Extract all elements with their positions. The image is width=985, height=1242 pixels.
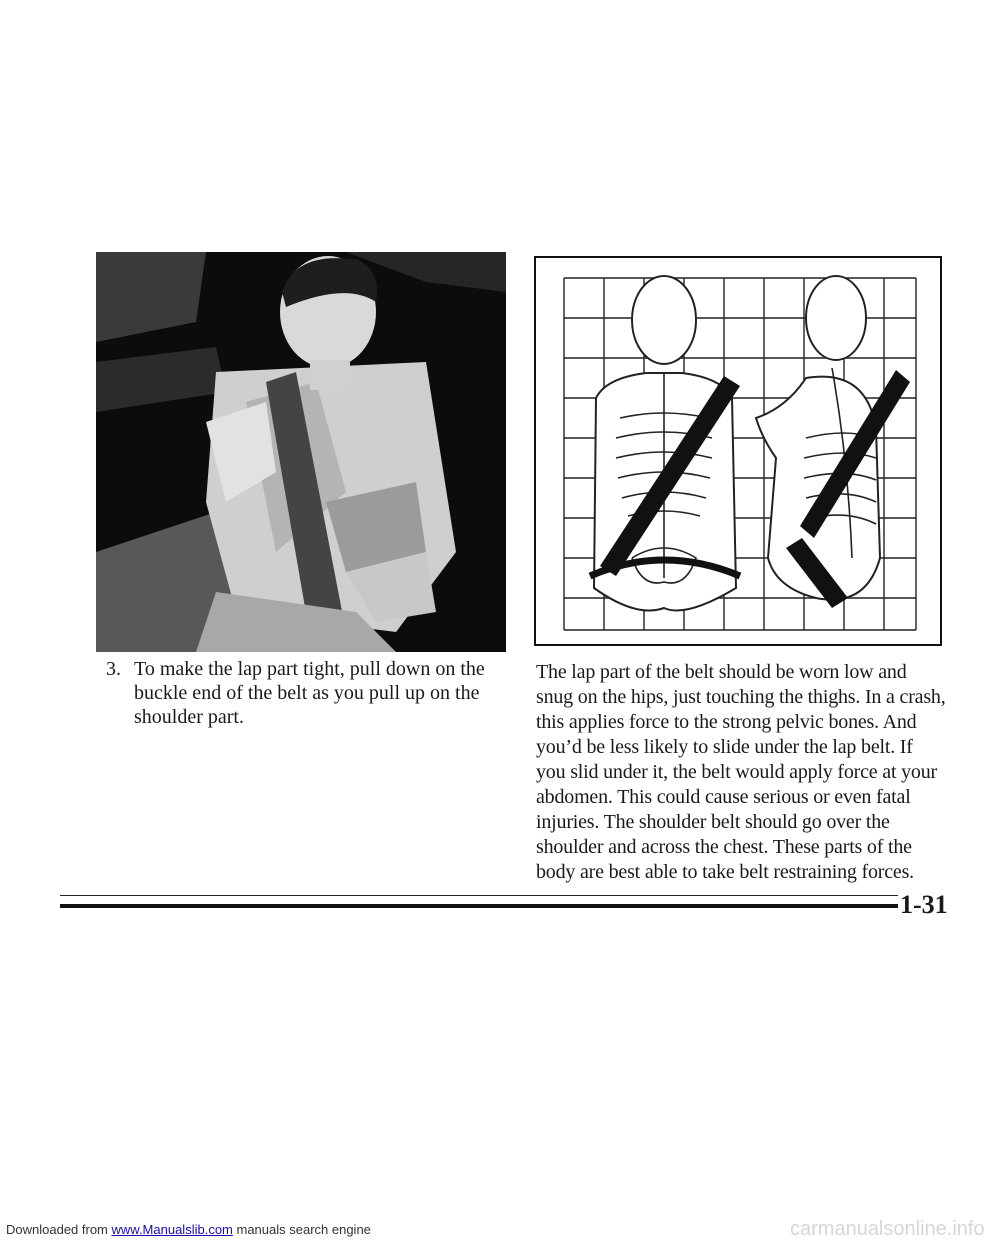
download-footer bbox=[6, 1222, 371, 1237]
footer-rule-thin bbox=[60, 895, 898, 896]
watermark: carmanualsonline.info bbox=[790, 1218, 985, 1240]
step-number: 3. bbox=[106, 658, 121, 680]
footer-rule-thick bbox=[60, 904, 898, 908]
footer-prefix: Downloaded from bbox=[6, 1222, 112, 1237]
man-fastening-belt-illustration bbox=[96, 252, 506, 652]
footer-suffix: manuals search engine bbox=[232, 1222, 371, 1237]
manualslib-link[interactable]: www.Manualslib.com bbox=[111, 1222, 233, 1237]
page-number: 1-31 bbox=[900, 890, 948, 919]
skeleton-belt-diagram bbox=[534, 256, 942, 646]
step-text: To make the lap part tight, pull down on the buckle end of the belt as you pull up on the shoulder part. bbox=[134, 658, 485, 728]
lap-belt-paragraph: The lap part of the belt should be worn low and snug on the hips, just touching the thighs. In a crash, this applies force to the strong pelvic bones. And you’d be less likely to slide under the lap belt. If you slid under it, the belt would apply force at your abdomen. This could cause serious or even fatal injuries. The shoulder belt should go over the shoulder and across the chest. These parts of the body are best able to take belt restraining forces. bbox=[536, 661, 946, 883]
step-3 bbox=[106, 657, 516, 729]
man-fastening-belt-drawing bbox=[96, 252, 506, 652]
skeleton-diagram-drawing bbox=[536, 258, 940, 644]
